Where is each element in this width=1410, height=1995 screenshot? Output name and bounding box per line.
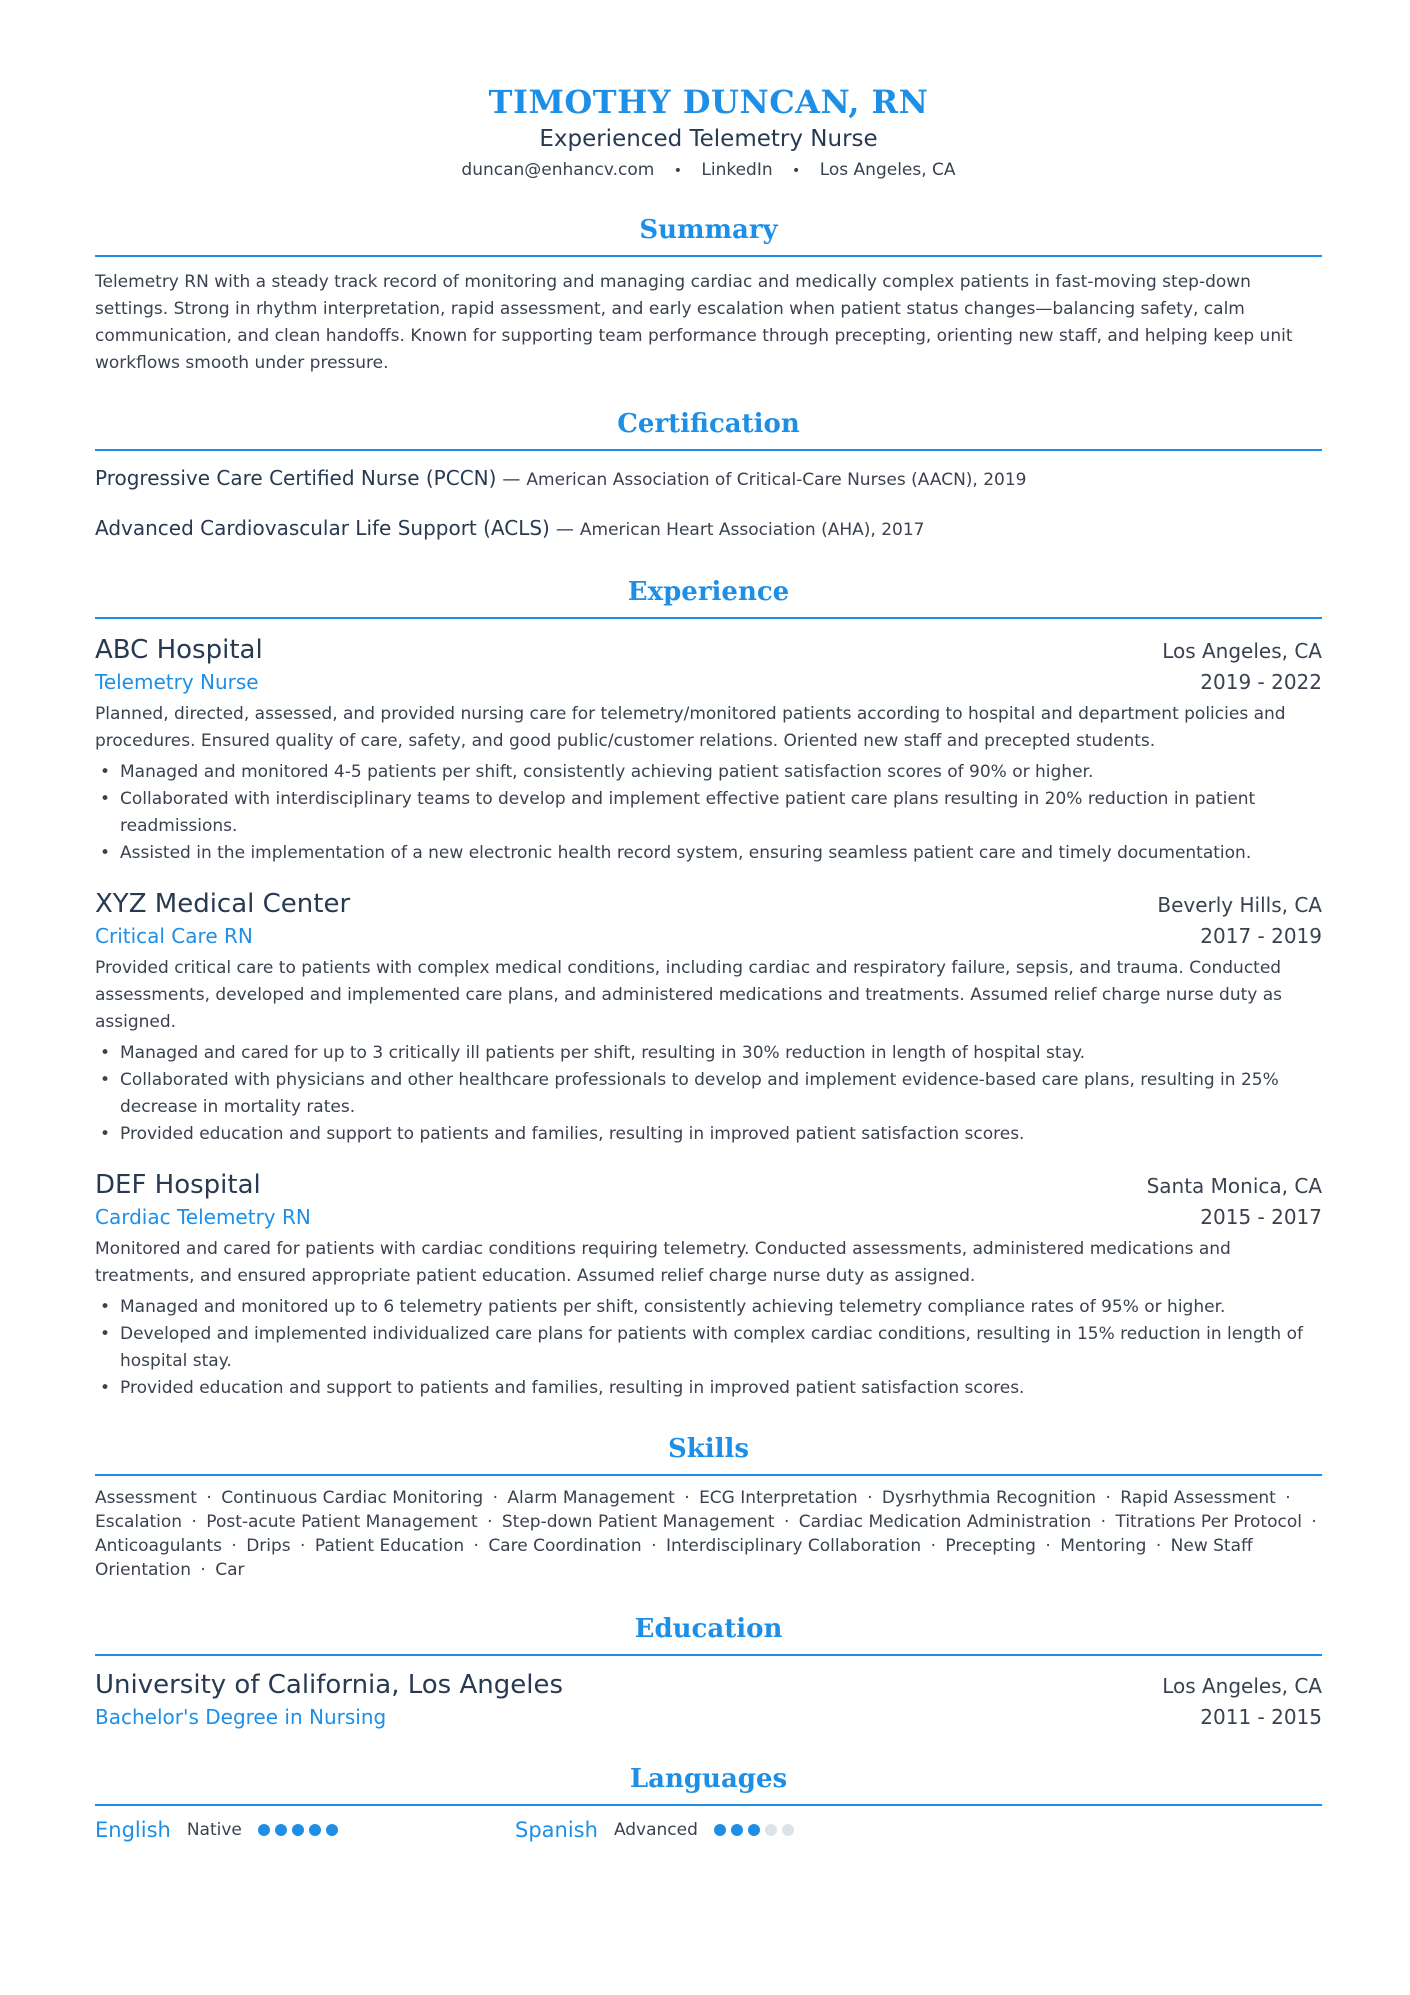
skill-item: Anticoagulants bbox=[95, 1536, 222, 1556]
job-company: ABC Hospital bbox=[95, 635, 263, 665]
job-role: Telemetry Nurse bbox=[95, 670, 259, 694]
skill-separator: · bbox=[492, 1488, 499, 1508]
experience-section bbox=[95, 575, 1322, 1402]
certification-issuer: American Heart Association (AHA), 2017 bbox=[579, 520, 925, 540]
job-description: Monitored and cared for patients with cardiac conditions requiring telemetry. Conducted assessments, administered medications and treatments, and ensured appropriate patient education. Assumed relief charge nurse duty as assigned. bbox=[95, 1239, 1231, 1286]
skill-separator: · bbox=[231, 1536, 237, 1556]
certification-dash: — bbox=[502, 469, 521, 490]
job-company: DEF Hospital bbox=[95, 1170, 261, 1200]
job-bullet: • Provided education and support to patients and families, resulting in improved patient satisfaction scores. bbox=[95, 1121, 1322, 1148]
job-bullets bbox=[95, 759, 1322, 867]
contact-location: Los Angeles, CA bbox=[819, 160, 956, 180]
resume-content bbox=[95, 0, 1322, 1842]
skill-item: Titrations Per Protocol bbox=[1115, 1512, 1302, 1532]
language-level: Native bbox=[186, 1820, 242, 1840]
education-entry bbox=[95, 1668, 1322, 1732]
contact-line bbox=[95, 158, 1322, 183]
certification-section bbox=[95, 407, 1322, 545]
skill-item: Drips bbox=[246, 1536, 291, 1556]
skill-item: Step-down Patient Management bbox=[501, 1512, 775, 1532]
skill-item: Care Coordination bbox=[488, 1536, 642, 1556]
job-bullet: • Assisted in the implementation of a new electronic health record system, ensuring seamless patient care and timely documentation. bbox=[95, 840, 1322, 867]
certification-name: Advanced Cardiovascular Life Support (ACLS) bbox=[95, 516, 550, 540]
languages-list bbox=[95, 1818, 1322, 1842]
job-role: Critical Care RN bbox=[95, 924, 253, 948]
job-dates: 2017 - 2019 bbox=[1200, 924, 1322, 948]
skill-item: Patient Education bbox=[314, 1536, 465, 1556]
section-title-summary: Summary bbox=[95, 213, 1322, 257]
certification-item bbox=[95, 463, 1322, 495]
skill-item: Car bbox=[215, 1560, 245, 1580]
language-item bbox=[95, 1818, 515, 1842]
job-dates: 2015 - 2017 bbox=[1200, 1205, 1322, 1229]
skill-separator: · bbox=[473, 1536, 479, 1556]
skill-item: Escalation bbox=[95, 1512, 183, 1532]
certification-item bbox=[95, 513, 1322, 545]
job-description: Planned, directed, assessed, and provided nursing care for telemetry/monitored patients according to hospital and department policies and procedures. Ensured quality of care, safety, and good public/customer relations. Oriented new staff and precepted students. bbox=[95, 704, 1286, 751]
rating-dot-filled bbox=[326, 1824, 338, 1836]
skill-separator: · bbox=[206, 1488, 212, 1508]
rating-dot-filled bbox=[748, 1824, 760, 1836]
job-location: Santa Monica, CA bbox=[1146, 1174, 1322, 1198]
skill-item: Rapid Assessment bbox=[1120, 1488, 1276, 1508]
candidate-name: TIMOTHY DUNCAN, RN bbox=[488, 83, 929, 121]
skills-section bbox=[95, 1432, 1322, 1582]
rating-dot-empty bbox=[782, 1824, 794, 1836]
skill-separator: · bbox=[200, 1560, 206, 1580]
job-bullet: • Managed and cared for up to 3 critically ill patients per shift, resulting in 30% reduction in length of hospital stay. bbox=[95, 1040, 1322, 1067]
job-bullet: • Provided education and support to patients and families, resulting in improved patient satisfaction scores. bbox=[95, 1375, 1322, 1402]
job-bullet: • Developed and implemented individualized care plans for patients with complex cardiac conditions, resulting in 15% reduction in length of hospital stay. bbox=[95, 1321, 1322, 1375]
rating-dot-filled bbox=[292, 1824, 304, 1836]
rating-dot-filled bbox=[714, 1824, 726, 1836]
contact-separator: • bbox=[673, 163, 682, 179]
skill-separator: · bbox=[487, 1512, 493, 1532]
contact-linkedin[interactable]: LinkedIn bbox=[701, 160, 773, 180]
certification-dash: — bbox=[555, 519, 574, 540]
candidate-title: Experienced Telemetry Nurse bbox=[539, 126, 878, 152]
job-dates: 2019 - 2022 bbox=[1200, 670, 1322, 694]
summary-section bbox=[95, 213, 1322, 377]
rating-dot-filled bbox=[731, 1824, 743, 1836]
skill-item: Mentoring bbox=[1060, 1536, 1147, 1556]
rating-dot-filled bbox=[275, 1824, 287, 1836]
skill-separator: · bbox=[191, 1512, 197, 1532]
language-name: English bbox=[95, 1818, 171, 1842]
rating-dot-filled bbox=[258, 1824, 270, 1836]
job-bullet: • Collaborated with interdisciplinary teams to develop and implement effective patient care plans resulting in 20% reduction in patient readmissions. bbox=[95, 786, 1322, 840]
job-bullets bbox=[95, 1294, 1322, 1402]
job-bullet: • Managed and monitored 4-5 patients per shift, consistently achieving patient satisfaction scores of 90% or higher. bbox=[95, 759, 1322, 786]
summary-text: Telemetry RN with a steady track record of monitoring and managing cardiac and medically complex patients in fast-moving step-down settings. Strong in rhythm interpretation, rapid assessment, and early escalation when patient status changes—balancing safety, calm communication, and clean handoffs. Known for supporting team performance through precepting, orienting new staff, and helping keep unit workflows smooth under pressure. bbox=[95, 272, 1293, 373]
skill-item: Cardiac Medication Administration bbox=[798, 1512, 1092, 1532]
skill-separator: · bbox=[1311, 1512, 1317, 1532]
section-title-experience: Experience bbox=[95, 575, 1322, 619]
job-location: Beverly Hills, CA bbox=[1157, 893, 1322, 917]
skill-separator: · bbox=[1105, 1488, 1111, 1508]
job-company: XYZ Medical Center bbox=[95, 889, 351, 919]
skill-item: Precepting bbox=[945, 1536, 1036, 1556]
skill-item: New Staff Orientation bbox=[95, 1536, 1253, 1580]
skill-item: Interdisciplinary Collaboration bbox=[665, 1536, 922, 1556]
language-rating bbox=[258, 1824, 343, 1836]
skill-separator: · bbox=[684, 1488, 690, 1508]
skills-list bbox=[95, 1486, 1322, 1582]
language-item bbox=[515, 1818, 935, 1842]
job-location: Los Angeles, CA bbox=[1162, 639, 1322, 663]
skill-separator: · bbox=[1045, 1536, 1051, 1556]
education-degree: Bachelor's Degree in Nursing bbox=[95, 1705, 387, 1729]
section-title-certification: Certification bbox=[95, 407, 1322, 451]
skill-separator: · bbox=[651, 1536, 657, 1556]
job-entry bbox=[95, 887, 1322, 1148]
skill-separator: · bbox=[1100, 1512, 1107, 1532]
skill-item: Continuous Cardiac Monitoring bbox=[221, 1488, 484, 1508]
certification-issuer: American Association of Critical-Care Nurses (AACN), 2019 bbox=[526, 470, 1027, 490]
education-school: University of California, Los Angeles bbox=[95, 1670, 564, 1700]
rating-dot-empty bbox=[765, 1824, 777, 1836]
skill-separator: · bbox=[783, 1512, 790, 1532]
language-name: Spanish bbox=[515, 1818, 598, 1842]
language-level: Advanced bbox=[613, 1820, 698, 1840]
job-bullets bbox=[95, 1040, 1322, 1148]
job-entry bbox=[95, 633, 1322, 867]
skill-item: Post-acute Patient Management bbox=[206, 1512, 478, 1532]
skill-item: Assessment bbox=[95, 1488, 197, 1508]
skill-separator: · bbox=[1285, 1488, 1291, 1508]
job-bullet: • Managed and monitored up to 6 telemetry patients per shift, consistently achieving telemetry compliance rates of 95% or higher. bbox=[95, 1294, 1322, 1321]
job-entry bbox=[95, 1168, 1322, 1402]
section-title-education: Education bbox=[95, 1612, 1322, 1656]
languages-section bbox=[95, 1762, 1322, 1842]
skill-item: Dysrhythmia Recognition bbox=[881, 1488, 1097, 1508]
skill-item: ECG Interpretation bbox=[699, 1488, 858, 1508]
skill-separator: · bbox=[867, 1488, 873, 1508]
education-section bbox=[95, 1612, 1322, 1732]
section-title-languages: Languages bbox=[95, 1762, 1322, 1806]
skill-separator: · bbox=[300, 1536, 306, 1556]
job-description: Provided critical care to patients with complex medical conditions, including cardiac and respiratory failure, sepsis, and trauma. Conducted assessments, developed and implemented care plans, and administered medications and treatments. Assumed relief charge nurse duty as assigned. bbox=[95, 958, 1283, 1032]
certification-name: Progressive Care Certified Nurse (PCCN) bbox=[95, 466, 497, 490]
education-location: Los Angeles, CA bbox=[1162, 1674, 1322, 1698]
job-bullet: • Collaborated with physicians and other healthcare professionals to develop and implement evidence-based care plans, resulting in 25% decrease in mortality rates. bbox=[95, 1067, 1322, 1121]
education-dates: 2011 - 2015 bbox=[1200, 1705, 1322, 1729]
language-rating bbox=[714, 1824, 799, 1836]
contact-email[interactable]: duncan@enhancv.com bbox=[461, 160, 655, 180]
resume-header bbox=[95, 0, 1322, 183]
rating-dot-filled bbox=[309, 1824, 321, 1836]
job-role: Cardiac Telemetry RN bbox=[95, 1205, 311, 1229]
skill-separator: · bbox=[1155, 1536, 1162, 1556]
skill-item: Alarm Management bbox=[507, 1488, 675, 1508]
skill-separator: · bbox=[930, 1536, 936, 1556]
section-title-skills: Skills bbox=[95, 1432, 1322, 1476]
contact-separator: • bbox=[792, 163, 801, 179]
